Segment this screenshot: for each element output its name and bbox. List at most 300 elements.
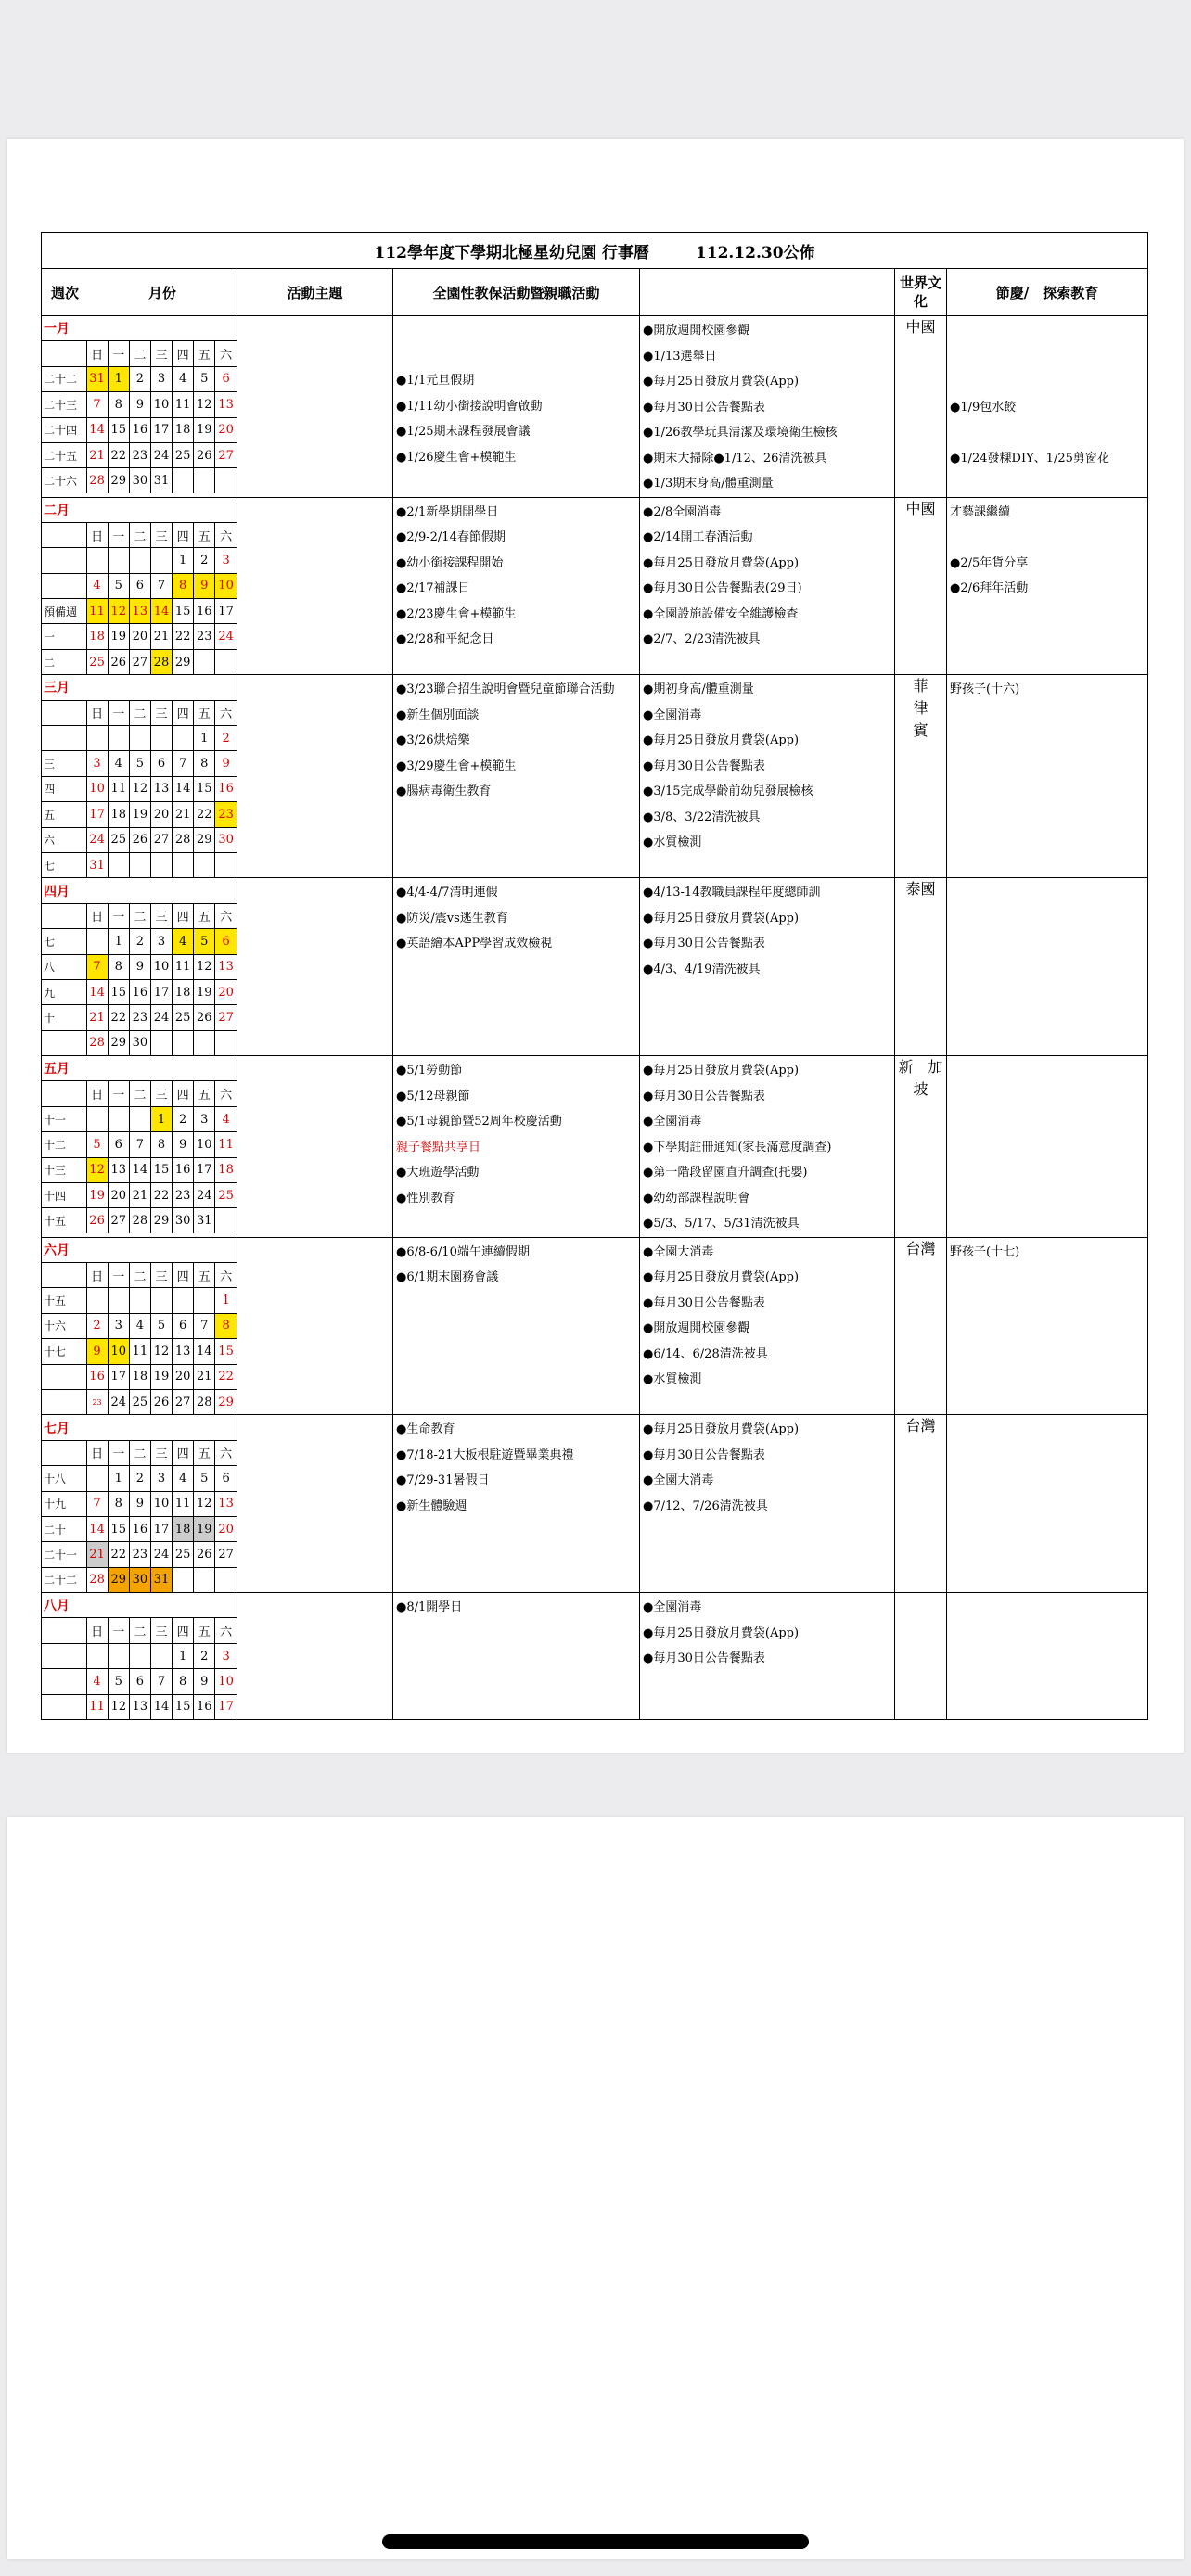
day-cell: 25 (173, 1542, 194, 1567)
day-cell: 23 (194, 624, 215, 649)
day-cell (194, 1030, 215, 1055)
day-cell: 12 (129, 776, 150, 801)
week-label: 四 (42, 776, 86, 801)
operation-item: ●7/12、7/26清洗被具 (643, 1498, 768, 1513)
day-cell: 26 (108, 649, 129, 674)
day-cell: 21 (194, 1364, 215, 1389)
day-cell: 27 (215, 1542, 237, 1567)
weekday-header: 六 (215, 1081, 237, 1106)
activity-item: ●1/11幼小銜接說明會啟動 (396, 399, 543, 414)
day-cell: 8 (108, 392, 129, 417)
activity-item: ●5/1勞動節 (396, 1064, 463, 1078)
week-label: 十六 (42, 1313, 86, 1338)
day-cell: 16 (129, 979, 150, 1004)
day-cell (150, 1288, 172, 1313)
day-cell: 11 (86, 599, 108, 624)
week-row (42, 392, 237, 417)
day-cell: 29 (215, 1389, 237, 1414)
activity-item: ●2/1新學期開學日 (396, 504, 499, 519)
weekday-header: 三 (150, 341, 172, 366)
day-cell (173, 468, 194, 493)
month-calendar-cell (42, 878, 237, 1056)
weekday-header: 六 (215, 903, 237, 928)
week-label: 三 (42, 751, 86, 776)
week-row (42, 1208, 237, 1233)
day-cell: 30 (173, 1208, 194, 1233)
day-cell: 18 (215, 1157, 237, 1182)
day-cell: 4 (215, 1106, 237, 1131)
activity-item: ●1/26慶生會+模範生 (396, 450, 517, 465)
day-cell: 16 (194, 599, 215, 624)
day-cell (173, 1288, 194, 1313)
day-cell: 15 (108, 979, 129, 1004)
mini-calendar (42, 1238, 237, 1415)
day-cell: 24 (150, 442, 172, 467)
month-row (42, 1056, 1148, 1238)
day-cell: 17 (215, 599, 237, 624)
weekday-header: 二 (129, 522, 150, 547)
day-cell (194, 649, 215, 674)
mini-calendar (42, 675, 237, 877)
weekday-header: 一 (108, 903, 129, 928)
week-label: 十四 (42, 1183, 86, 1208)
week-label (42, 1618, 86, 1643)
day-cell: 4 (129, 1313, 150, 1338)
activity-item: ●2/28和平紀念日 (396, 632, 494, 646)
month-name: 四月 (42, 878, 237, 903)
weekday-header: 五 (194, 1440, 215, 1465)
operation-item: ●開放週開校園參觀 (643, 324, 750, 338)
operation-item: ●每月30日公告餐點表 (643, 759, 765, 773)
day-cell: 25 (173, 442, 194, 467)
weekday-header: 二 (129, 903, 150, 928)
weekday-header: 二 (129, 341, 150, 366)
home-indicator[interactable] (382, 2534, 809, 2549)
day-cell: 7 (150, 573, 172, 598)
day-cell: 21 (86, 442, 108, 467)
activities-cell (393, 1056, 640, 1238)
day-cell: 10 (215, 573, 237, 598)
day-cell: 11 (173, 1491, 194, 1516)
day-cell: 10 (150, 1491, 172, 1516)
festival-item: 野孩子(十六) (950, 682, 1020, 697)
week-label (42, 1364, 86, 1389)
weekday-header: 二 (129, 1262, 150, 1287)
day-cell: 6 (108, 1132, 129, 1157)
day-cell (86, 929, 108, 954)
day-cell: 1 (194, 726, 215, 751)
day-cell: 24 (150, 1005, 172, 1030)
day-cell: 10 (150, 392, 172, 417)
week-label: 二十六 (42, 468, 86, 493)
operation-item: ●每月30日公告餐點表 (643, 1089, 765, 1103)
week-row (42, 1313, 237, 1338)
weekday-header: 四 (173, 1618, 194, 1643)
operation-item: ●每月25日發放月費袋(App) (643, 1270, 800, 1285)
day-cell: 23 (173, 1183, 194, 1208)
day-cell: 14 (194, 1339, 215, 1364)
activity-item: ●2/17補課日 (396, 581, 470, 595)
operation-item: ●期末大掃除●1/12、26清洗被具 (643, 451, 827, 465)
day-cell: 4 (173, 929, 194, 954)
day-cell (108, 1288, 129, 1313)
day-cell: 20 (215, 979, 237, 1004)
week-label: 十三 (42, 1157, 86, 1182)
day-cell: 5 (194, 366, 215, 391)
day-cell: 19 (194, 417, 215, 442)
week-row (42, 599, 237, 624)
day-cell: 20 (215, 1516, 237, 1541)
day-cell: 21 (173, 802, 194, 827)
festival-item: 才藝課繼續 (950, 504, 1011, 519)
weekday-header: 四 (173, 1262, 194, 1287)
day-cell: 28 (194, 1389, 215, 1414)
day-cell: 19 (108, 624, 129, 649)
document-page-2 (7, 1817, 1184, 2559)
theme-cell (237, 1593, 393, 1720)
header-world (895, 269, 947, 316)
activity-item: ●6/8-6/10端午連續假期 (396, 1244, 530, 1259)
activity-item: ●4/4-4/7清明連假 (396, 886, 498, 900)
day-cell: 3 (108, 1313, 129, 1338)
day-cell (150, 1643, 172, 1668)
header-festival: 節慶/ 探索教育 (947, 269, 1148, 316)
day-cell: 30 (215, 827, 237, 852)
week-label (42, 522, 86, 547)
header-month: 月份 (147, 284, 176, 301)
operation-item: ●第一階段留園直升調查(托嬰) (643, 1166, 808, 1180)
weekday-header: 日 (86, 1618, 108, 1643)
weekday-header: 一 (108, 341, 129, 366)
operation-item: ●全園消毒 (643, 708, 702, 722)
day-cell: 31 (86, 852, 108, 877)
operation-item: ●每月30日公告餐點表 (643, 1447, 765, 1462)
day-cell: 11 (173, 392, 194, 417)
activities-cell (393, 497, 640, 675)
day-cell: 2 (194, 1643, 215, 1668)
weekday-header: 四 (173, 700, 194, 725)
day-cell: 15 (194, 776, 215, 801)
weekday-header: 二 (129, 1081, 150, 1106)
activities-cell (393, 675, 640, 878)
month-calendar-cell (42, 497, 237, 675)
weekday-header: 五 (194, 700, 215, 725)
day-cell: 8 (108, 954, 129, 979)
festival-item: 野孩子(十七) (950, 1244, 1020, 1259)
day-cell: 26 (194, 1005, 215, 1030)
day-cell: 13 (129, 1694, 150, 1719)
mini-calendar (42, 316, 237, 493)
country-name: 泰國 (905, 880, 936, 899)
day-cell: 8 (173, 1669, 194, 1694)
day-cell: 14 (86, 1516, 108, 1541)
weekday-header: 四 (173, 903, 194, 928)
week-label: 十五 (42, 1288, 86, 1313)
day-cell: 19 (150, 1364, 172, 1389)
country-name: 菲 律 賓 (913, 677, 928, 740)
mini-calendar (42, 1415, 237, 1592)
week-label: 七 (42, 929, 86, 954)
activities-cell (393, 1237, 640, 1415)
day-cell (129, 1288, 150, 1313)
day-cell (194, 468, 215, 493)
week-row (42, 1669, 237, 1694)
operation-item: ●6/14、6/28清洗被具 (643, 1346, 768, 1361)
day-cell: 11 (129, 1339, 150, 1364)
title-date: 112.12.30公佈 (695, 243, 815, 262)
week-row (42, 1389, 237, 1414)
day-cell: 2 (129, 366, 150, 391)
day-cell: 15 (150, 1157, 172, 1182)
day-cell: 2 (173, 1106, 194, 1131)
day-cell: 18 (129, 1364, 150, 1389)
day-cell (215, 468, 237, 493)
activity-item: ●7/18-21大板根駐遊暨畢業典禮 (396, 1447, 574, 1462)
day-cell: 14 (129, 1157, 150, 1182)
day-cell: 3 (194, 1106, 215, 1131)
day-cell: 20 (150, 802, 172, 827)
day-cell: 31 (194, 1208, 215, 1233)
month-name: 七月 (42, 1415, 237, 1440)
world-culture-cell (895, 675, 947, 878)
world-culture-cell (895, 316, 947, 498)
day-cell: 5 (150, 1313, 172, 1338)
theme-cell (237, 675, 393, 878)
weekday-header: 六 (215, 341, 237, 366)
day-cell: 6 (215, 366, 237, 391)
month-calendar-cell (42, 1593, 237, 1720)
week-label (42, 341, 86, 366)
festival-cell (947, 316, 1148, 498)
week-row (42, 1183, 237, 1208)
day-cell: 2 (194, 548, 215, 573)
activity-item: ●防災/震vs逃生教育 (396, 911, 508, 925)
week-row (42, 1288, 237, 1313)
week-label (42, 903, 86, 928)
weekday-header: 六 (215, 1440, 237, 1465)
day-cell (108, 1106, 129, 1131)
day-cell: 14 (86, 979, 108, 1004)
activity-item: ●性別教育 (396, 1191, 455, 1205)
weekday-header: 五 (194, 522, 215, 547)
week-label (42, 700, 86, 725)
week-label: 十九 (42, 1491, 86, 1516)
operation-item: ●全園大消毒 (643, 1244, 714, 1259)
day-cell (129, 548, 150, 573)
operations-cell (640, 1593, 895, 1720)
week-row (42, 1132, 237, 1157)
day-cell (194, 852, 215, 877)
operation-item: ●全園消毒 (643, 1600, 702, 1615)
day-cell: 21 (129, 1183, 150, 1208)
header-ops (640, 269, 895, 316)
operation-item: ●每月30日公告餐點表 (643, 937, 765, 951)
day-cell: 5 (108, 573, 129, 598)
operation-item: ●3/8、3/22清洗被具 (643, 810, 761, 824)
weekday-header: 日 (86, 341, 108, 366)
mini-calendar (42, 498, 237, 675)
operation-item: ●每月30日公告餐點表 (643, 1651, 765, 1666)
header-week: 週次 (50, 284, 79, 301)
festival-cell (947, 1056, 1148, 1238)
day-cell: 1 (215, 1288, 237, 1313)
day-cell: 10 (108, 1339, 129, 1364)
week-row (42, 468, 237, 493)
day-cell: 31 (150, 468, 172, 493)
day-cell: 13 (215, 1491, 237, 1516)
day-cell: 15 (173, 599, 194, 624)
day-cell: 5 (129, 751, 150, 776)
day-cell: 12 (108, 599, 129, 624)
week-label: 預備週 (42, 599, 86, 624)
day-cell: 18 (173, 417, 194, 442)
week-label: 十七 (42, 1339, 86, 1364)
day-cell: 15 (173, 1694, 194, 1719)
operation-item: ●每月25日發放月費袋(App) (643, 555, 800, 570)
weekday-header: 日 (86, 1440, 108, 1465)
day-cell: 28 (86, 468, 108, 493)
operation-item: ●幼幼部課程說明會 (643, 1191, 750, 1205)
weekday-header: 五 (194, 1618, 215, 1643)
day-cell: 23 (129, 1005, 150, 1030)
operations-cell (640, 1056, 895, 1238)
weekday-header: 一 (108, 1618, 129, 1643)
operations-cell (640, 878, 895, 1056)
weekday-header: 二 (129, 1618, 150, 1643)
day-cell: 1 (108, 1466, 129, 1491)
week-row (42, 1030, 237, 1055)
world-culture-cell (895, 1593, 947, 1720)
day-cell: 9 (129, 392, 150, 417)
operations-cell (640, 497, 895, 675)
operation-item: ●全園設施設備安全維護檢查 (643, 606, 799, 621)
day-cell: 30 (129, 1030, 150, 1055)
week-row (42, 979, 237, 1004)
day-cell: 16 (173, 1157, 194, 1182)
week-label (42, 1262, 86, 1287)
week-label: 十 (42, 1005, 86, 1030)
week-row (42, 751, 237, 776)
weekday-header: 四 (173, 341, 194, 366)
day-cell: 23 (129, 442, 150, 467)
day-cell: 26 (86, 1208, 108, 1233)
day-cell (215, 649, 237, 674)
day-cell: 24 (86, 827, 108, 852)
week-row (42, 827, 237, 852)
weekday-header: 日 (86, 1262, 108, 1287)
operation-item: ●2/14開工春酒活動 (643, 530, 753, 544)
day-cell: 12 (86, 1157, 108, 1182)
operation-item: ●水質檢測 (643, 1372, 702, 1387)
operation-item: ●1/3期末身高/體重測量 (643, 477, 774, 491)
operation-item: ●2/7、2/23清洗被具 (643, 632, 761, 646)
day-cell: 30 (129, 1567, 150, 1592)
week-label (42, 548, 86, 573)
operations-cell (640, 1237, 895, 1415)
day-cell: 22 (108, 1005, 129, 1030)
weekday-header: 一 (108, 522, 129, 547)
activity-item: ●幼小銜接課程開始 (396, 555, 504, 570)
day-cell: 27 (173, 1389, 194, 1414)
day-cell: 17 (150, 979, 172, 1004)
day-cell (86, 726, 108, 751)
week-label (42, 1030, 86, 1055)
day-cell: 24 (150, 1542, 172, 1567)
day-cell: 25 (129, 1389, 150, 1414)
weekday-header: 六 (215, 522, 237, 547)
day-cell: 15 (108, 1516, 129, 1541)
day-cell: 13 (129, 599, 150, 624)
day-cell: 31 (150, 1567, 172, 1592)
operation-item: ●5/3、5/17、5/31清洗被具 (643, 1217, 800, 1231)
day-cell: 10 (194, 1132, 215, 1157)
day-cell: 8 (173, 573, 194, 598)
country-name: 台灣 (905, 1239, 936, 1257)
festival-item (950, 344, 1146, 370)
world-culture-cell (895, 878, 947, 1056)
day-cell: 20 (108, 1183, 129, 1208)
week-row (42, 852, 237, 877)
day-cell: 21 (150, 624, 172, 649)
day-cell: 8 (215, 1313, 237, 1338)
week-row (42, 1643, 237, 1668)
day-cell: 24 (194, 1183, 215, 1208)
week-row (42, 929, 237, 954)
week-label (42, 573, 86, 598)
month-name: 八月 (42, 1593, 237, 1618)
day-cell: 17 (86, 802, 108, 827)
activity-item: ●1/1元旦假期 (396, 374, 475, 388)
day-cell: 18 (108, 802, 129, 827)
activity-item: ●7/29-31暑假日 (396, 1473, 490, 1488)
calendar-title (42, 233, 1148, 269)
day-cell: 17 (150, 417, 172, 442)
week-label: 六 (42, 827, 86, 852)
week-row (42, 573, 237, 598)
day-cell: 22 (173, 624, 194, 649)
festival-cell (947, 497, 1148, 675)
weekday-header: 四 (173, 1440, 194, 1465)
week-label: 二十二 (42, 1567, 86, 1592)
header-theme: 活動主題 (237, 269, 393, 316)
day-cell: 23 (86, 1389, 108, 1414)
weekday-header: 一 (108, 1440, 129, 1465)
day-cell: 24 (215, 624, 237, 649)
activity-item: ●8/1開學日 (396, 1600, 463, 1615)
week-label (42, 1669, 86, 1694)
week-label: 二十四 (42, 417, 86, 442)
day-cell: 6 (215, 1466, 237, 1491)
operation-item: ●每月25日發放月費袋(App) (643, 1064, 800, 1078)
week-label: 二十 (42, 1516, 86, 1541)
document-page-1 (7, 139, 1184, 1753)
weekday-header: 四 (173, 522, 194, 547)
weekday-header: 一 (108, 700, 129, 725)
day-cell: 25 (215, 1183, 237, 1208)
title-main: 112學年度下學期北極星幼兒園 行事曆 (374, 243, 649, 262)
activity-item: ●腸病毒衛生教育 (396, 784, 492, 799)
operation-item: ●1/13選舉日 (643, 349, 717, 363)
day-cell: 22 (194, 802, 215, 827)
day-cell (173, 1030, 194, 1055)
weekday-header: 五 (194, 1081, 215, 1106)
week-row (42, 1466, 237, 1491)
day-cell: 11 (215, 1132, 237, 1157)
month-calendar-cell (42, 675, 237, 878)
day-cell: 21 (86, 1542, 108, 1567)
day-cell: 3 (150, 366, 172, 391)
festival-cell (947, 1415, 1148, 1593)
